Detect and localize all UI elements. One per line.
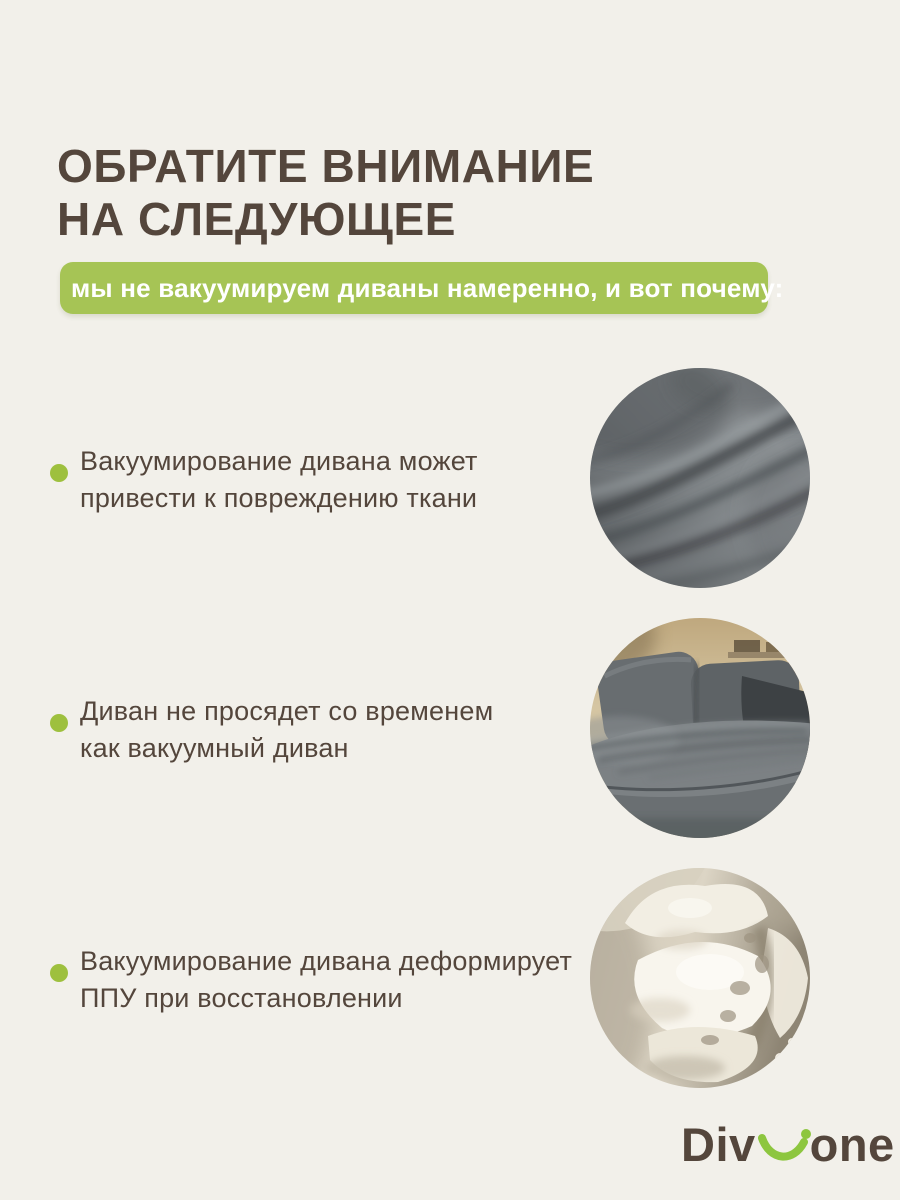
bullet-dot-icon — [50, 964, 68, 982]
page-title — [57, 140, 594, 246]
photo-fabric-damage — [590, 368, 810, 588]
bullet-point-text — [80, 943, 572, 1017]
brand-logo-text-div: Div — [681, 1118, 756, 1171]
smile-icon — [757, 1127, 811, 1169]
intro-banner — [60, 262, 784, 314]
bullet-2-line-2: как вакуумный диван — [80, 733, 349, 763]
bullet-point-text — [80, 693, 493, 767]
sofa-image — [590, 618, 810, 838]
bullet-point-text — [80, 443, 478, 517]
photo-foam-deformed — [590, 868, 810, 1088]
bullet-point-sagging — [50, 693, 550, 767]
bullet-2-line-1: Диван не просядет со временем — [80, 696, 494, 726]
page-title-line2: НА СЛЕДУЮЩЕЕ — [57, 193, 457, 245]
bullet-dot-icon — [50, 464, 68, 482]
brand-logo-text-one: one — [809, 1118, 895, 1171]
fabric-closeup-image — [590, 368, 810, 588]
bullet-point-fabric — [50, 443, 550, 517]
foam-closeup-image — [590, 868, 810, 1088]
brand-logo — [681, 1117, 895, 1172]
bullet-point-foam — [50, 943, 573, 1017]
bullet-3-line-1: Вакуумирование дивана деформирует — [80, 946, 573, 976]
intro-banner-text: мы не вакуумируем диваны намеренно, и вот почему: — [71, 272, 784, 303]
bullet-1-line-1: Вакуумирование дивана может — [80, 446, 478, 476]
photo-sofa — [590, 618, 810, 838]
page-title-line1: ОБРАТИТЕ ВНИМАНИЕ — [57, 140, 595, 192]
bullet-1-line-2: привести к повреждению ткани — [80, 483, 478, 513]
bullet-dot-icon — [50, 714, 68, 732]
bullet-3-line-2: ППУ при восстановлении — [80, 983, 403, 1013]
